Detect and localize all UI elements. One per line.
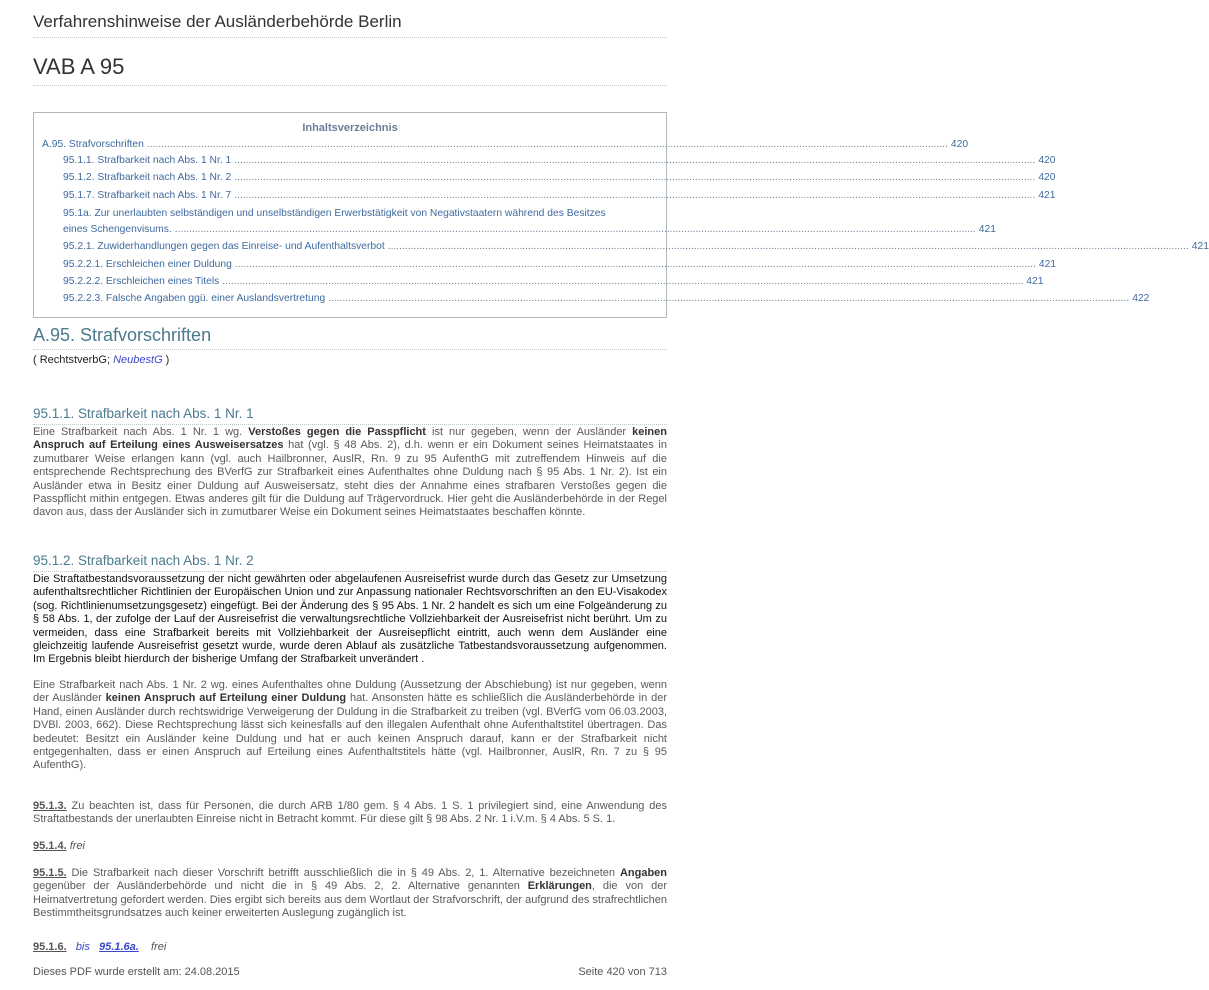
- toc-entry[interactable]: [63, 223, 996, 236]
- toc-leader: ........................................................................................................................................................................................................................................................................................: [387, 241, 1189, 252]
- text: Zu beachten ist, dass für Personen, die durch ARB 1/80 gem. § 4 Abs. 1 S. 1 privilegiert sind, eine Anwendung des Straftatbestands der unerlaubten Einreise nicht in Betracht kommt. Für diese gilt § 98 Abs. 2 Nr. 1 i.V.m. § 4 Abs. 5 S. 1.: [33, 800, 667, 826]
- section-title: A.95. Strafvorschriften: [33, 325, 667, 350]
- footer-created-date: Dieses PDF wurde erstellt am: 24.08.2015: [33, 966, 240, 978]
- text: Die Strafbarkeit nach dieser Vorschrift betrifft ausschließlich die in § 49 Abs. 2, 1. Alternative bezeichneten: [66, 867, 620, 879]
- toc-entry-page: 421: [1038, 190, 1056, 201]
- toc-entry-label: A.95. Strafvorschriften: [42, 139, 144, 150]
- toc-entry-page: 422: [1132, 293, 1150, 304]
- toc-entry-label: 95.1.1. Strafbarkeit nach Abs. 1 Nr. 1: [63, 155, 232, 166]
- toc-entry-page: 420: [1038, 172, 1056, 183]
- footer-page-number: Seite 420 von 713: [578, 966, 667, 978]
- text: hat (vgl. § 48 Abs. 2), d.h. wenn er ein Dokument seines Heimatstaates in zumutbarer Weise erlangen kann (vgl. auch Hailbronner, AuslR, Rn. 9 zu 95 AufenthG mit zutreffendem Hinweis auf die entsprechende Rechtsprechung des BVerfG zur Strafbarkeit eines Aufenthaltes ohne Duldung nach § 95 Abs. 1 Nr. 2). Ist ein Ausländer etwa in Besitz einer Duldung auf Ausweisersatz, steht dies der Annahme eines strafbaren Verstoßes gegen die Passpflicht mithin entgegen. Etwas anderes gilt für die Duldung auf Trägervordruck. Hier geht die Ausländerbehörde in der Regel davon aus, dass der Ausländer sich in zumutbarer Weise ein Dokument seines Heimatstaates beschaffen könnte.: [33, 439, 667, 519]
- toc-leader: ........................................................................................................................................................................................................................................................................................: [234, 172, 1036, 183]
- toc-entry[interactable]: [63, 258, 1057, 271]
- paragraph-95-1-6: [33, 941, 667, 954]
- page-title: VAB A 95: [33, 54, 667, 86]
- toc-entry-label: 95.2.2.3. Falsche Angaben ggü. einer Auslandsvertretung: [63, 293, 326, 304]
- text: ist nur gegeben, wenn der Ausländer: [425, 426, 633, 438]
- paragraph-number: 95.1.6.: [33, 941, 67, 953]
- page-footer: [33, 966, 667, 978]
- bold-text: keinen Anspruch auf Erteilung eines Ausweisersatzes: [33, 426, 667, 452]
- bold-text: Erklärungen: [527, 880, 592, 893]
- toc-leader: ........................................................................................................................................................................................................................................................................................: [328, 293, 1130, 304]
- toc-entry-label: 95.2.1. Zuwiderhandlungen gegen das Einreise- und Aufenthaltsverbot: [63, 241, 385, 252]
- refs-close: ): [162, 354, 170, 366]
- section-references: [33, 354, 169, 366]
- text: hat. Ansonsten hätte es schließlich die Ausländerbehörde in der Hand, einen Ausländer durch rechtswidrige Verweigerung der Duldung in die Strafbarkeit zu treiben (vgl. BVerfG vom 06.03.2003, DVBl. 2003, 662). Diese Rechtsprechung lässt sich keinesfalls auf den illegalen Aufenthalt ohne Aufenthaltstitel übertragen. Das bedeutet: Besitzt ein Ausländer keine Duldung und hat er auch keinen Anspruch darauf, kann er der Strafbarkeit nicht entgegenhalten, dass er einen Anspruch auf Erteilung eines Aufenthaltstitels hätte (vgl. Hailbronner, AuslR, Rn. 7 zu § 95 AufenthG).: [33, 692, 668, 772]
- subsection-title-95-1-2: 95.1.2. Strafbarkeit nach Abs. 1 Nr. 2: [33, 553, 667, 572]
- toc-entry[interactable]: [63, 189, 1056, 202]
- bold-text: Angaben: [619, 867, 667, 879]
- link-95-1-6a[interactable]: 95.1.6a.: [99, 941, 139, 953]
- toc-entry-label: 95.1.7. Strafbarkeit nach Abs. 1 Nr. 7: [63, 190, 232, 201]
- ref-neubestg-link[interactable]: NeubestG: [113, 354, 163, 366]
- toc-entry-label-line1[interactable]: 95.1a. Zur unerlaubten selbständigen und unselbständigen Erwerbstätigkeit von Negativstaatern während des Besitzes: [63, 208, 606, 219]
- bis-label: bis: [75, 941, 90, 953]
- paragraph-95-1-4: [33, 840, 667, 853]
- toc-entry[interactable]: [63, 275, 1044, 288]
- table-of-contents: [33, 112, 1209, 318]
- text: Eine Strafbarkeit nach Abs. 1 Nr. 2 wg. eines Aufenthaltes ohne Duldung (Aussetzung der Abschiebung) ist nur gegeben, wenn der Ausländer: [33, 679, 667, 705]
- toc-entry-page: 420: [950, 139, 969, 150]
- toc-entry[interactable]: [63, 292, 1150, 305]
- paragraph-95-1-2-a: Die Straftatbestandsvoraussetzung der nicht gewährten oder abgelaufenen Ausreisefrist wurde durch das Gesetz zur Umsetzung aufenthaltsrechtlicher Richtlinien der Europäischen Union und zur Anpassung nationaler Rechtsvorschriften an den EU-Visakodex (sog. Richtlinienumsetzungsgesetz) eingefügt. Bei der Änderung des § 95 Abs. 1 Nr. 2 handelt es sich um eine Folgeänderung zu § 58 Abs. 1, der zufolge der Lauf der Ausreisefrist die verwaltungsrechtliche Vollziehbarkeit der Ausreisefrist nicht berührt. Um zu vermeiden, dass eine Strafbarkeit bereits mit Vollziehbarkeit der Ausreisepflicht eintritt, auch wenn dem Ausländer eine gleichzeitig laufende Ausreisefrist gesetzt wurde, wurde deren Ablauf als zusätzliche Tatbestandsvoraussetzung aufgenommen. Im Ergebnis bleibt hierdurch der bisherige Umfang der Strafbarkeit unverändert .: [33, 573, 667, 666]
- toc-entry[interactable]: [63, 240, 1209, 253]
- frei-label: frei: [66, 840, 85, 852]
- toc-entry[interactable]: [63, 171, 1056, 184]
- text: , die von der Heimatvertretung gefordert werden. Dies ergibt sich bereits aus dem Wortlaut der Strafvorschrift, der aufgrund des strafrechtlichen Bestimmtheitsgrundsatzes auch keiner erweiterten Auslegung zugänglich ist.: [33, 880, 667, 920]
- subsection-title-95-1-1: 95.1.1. Strafbarkeit nach Abs. 1 Nr. 1: [33, 406, 667, 425]
- toc-entry-page: 420: [1038, 155, 1056, 166]
- paragraph-number: 95.1.5.: [33, 867, 67, 879]
- toc-entry-label: 95.1.2. Strafbarkeit nach Abs. 1 Nr. 2: [63, 172, 232, 183]
- paragraph-number: 95.1.3.: [33, 800, 67, 812]
- toc-entry-label: 95.2.2.2. Erschleichen eines Titels: [63, 276, 220, 287]
- toc-entry[interactable]: [42, 138, 969, 151]
- document-header: Verfahrenshinweise der Ausländerbehörde Berlin: [33, 12, 667, 38]
- toc-leader: ........................................................................................................................................................................................................................................................................................: [222, 276, 1024, 287]
- toc-title: Inhaltsverzeichnis: [302, 122, 398, 134]
- ref-rechtstverbg: RechtstverbG;: [39, 354, 114, 366]
- refs-open: (: [33, 354, 40, 366]
- toc-leader: ........................................................................................................................................................................................................................................................................................: [234, 190, 1036, 201]
- toc-entry-label: 95.2.2.1. Erschleichen einer Duldung: [63, 259, 232, 270]
- paragraph-95-1-5: [33, 867, 667, 921]
- paragraph-95-1-1: [33, 426, 667, 520]
- toc-entry-page: 421: [978, 224, 996, 235]
- toc-entry[interactable]: [63, 154, 1056, 167]
- text: Eine Strafbarkeit nach Abs. 1 Nr. 1 wg.: [33, 426, 249, 438]
- toc-leader: ........................................................................................................................................................................................................................................................................................: [174, 224, 976, 235]
- toc-entry-page: 421: [1038, 259, 1057, 270]
- toc-leader: ........................................................................................................................................................................................................................................................................................: [234, 155, 1036, 166]
- paragraph-95-1-3: [33, 800, 667, 827]
- toc-entry-label: eines Schengenvisums.: [63, 224, 172, 235]
- toc-entry-page: 421: [1026, 276, 1044, 287]
- toc-entry-page: 421: [1191, 241, 1209, 252]
- paragraph-number: 95.1.4.: [33, 840, 67, 852]
- text: gegenüber der Ausländerbehörde und nicht die in § 49 Abs. 2, 2. Alternative genannten: [33, 880, 528, 893]
- bold-text: keinen Anspruch auf Erteilung einer Duldung: [105, 692, 347, 705]
- toc-leader: ........................................................................................................................................................................................................................................................................................: [234, 259, 1036, 270]
- bold-text: Verstoßes gegen die Passpflicht: [248, 426, 426, 438]
- paragraph-95-1-2-b: [33, 679, 667, 773]
- frei-label: frei: [151, 941, 167, 953]
- toc-leader: ........................................................................................................................................................................................................................................................................................: [146, 139, 948, 150]
